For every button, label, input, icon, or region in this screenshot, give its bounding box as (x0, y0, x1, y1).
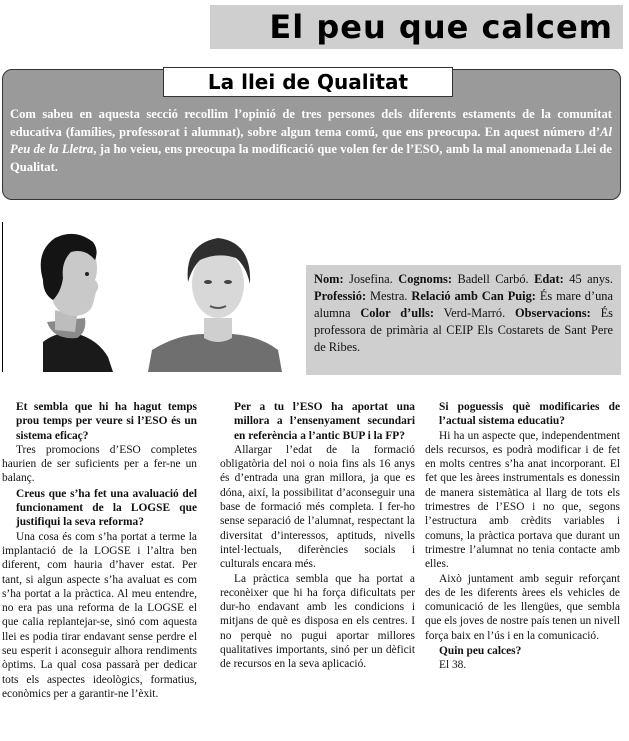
interview-column-2 (220, 400, 415, 672)
answer: Una cosa és com s’ha portat a terme la implantació de la LOGSE i l’altra ben diferent, com hauria d’haver estat. Per tant, si algun aspecte s’ha avaluat es com s’ha portat a la pràctica. Al meu entendre, no era pas una reforma de la LOGSE el que calia replantejar-se, sinó com aquesta llei es podia tirar endavant sense perdre el seu esperit i aconseguir alhora rendiments òptims. La qual cosa passarà per dedicar tots els aspectes ideològics, formatius, econòmics per a garantir-ne l’èxit. (2, 530, 197, 700)
observacions-value: És professora de primària al CEIP Els Costarets de Sant Pere de Ribes. (314, 306, 613, 354)
question: Si poguessis què modificaries de l’actual sistema educatiu? (439, 401, 620, 428)
professio-label: Professió: (314, 289, 367, 303)
intro-box (2, 69, 621, 200)
interview-column-1 (2, 400, 197, 701)
answer: El 38. (439, 659, 467, 672)
nom-label: Nom: (314, 272, 344, 286)
professio-value: Mestra. (369, 289, 408, 303)
answer: Això juntament amb seguir reforçant des de les diferents àrees els vehicles de comunicació de les llengües, que sembla que els joves de nostre país tenen un nivell força baix en l’ús i en la comunicació. (425, 572, 620, 642)
magazine-name: Al Peu de la Lletra (10, 124, 612, 156)
answer: La pràctica sembla que ha portat a reconèixer que hi ha força dificultats per dur-ho endavant amb les condicions i mitjans de què es disposa en els centres. I no perquè no pugui aportar millores qualitatives importants, sinó per un dèficit de recursos en la seva aplicació. (220, 572, 415, 671)
edat-label: Edat: (534, 272, 564, 286)
portrait-photo-illustration (148, 222, 288, 372)
profile-box (306, 265, 621, 375)
profile-photo-woman (2, 222, 133, 372)
question: Creus que s’ha fet una avaluació del funcionament de la LOGSE que justifiqui la seva reforma? (16, 487, 197, 529)
page-title: El peu que calcem (269, 8, 613, 46)
header-bar (210, 5, 623, 49)
question: Et sembla que hi ha hagut temps prou temps per veure si l’ESO és un sistema eficaç? (16, 401, 197, 442)
cognoms-value: Badell Carbó. (457, 272, 529, 286)
intro-text (10, 106, 612, 176)
edat-value: 45 anys. (569, 272, 613, 286)
question: Quin peu calces? (439, 645, 522, 658)
ulls-value: Verd-Marró. (443, 306, 506, 320)
intro-text-before: Com sabeu en aquesta secció recollim l’opinió de tres persones dels diferents estaments de la comunitat educativa (famílies, professorat i alumnat), sobre algun tema comú, que ens preocupa. En aquest número d’ (10, 107, 612, 139)
nom-value: Josefina. (349, 272, 393, 286)
intro-title: La llei de Qualitat (207, 70, 409, 94)
answer: Hi ha un aspecte que, independentment dels recursos, es podrà modificar i de fet en molts centres s’ha anat incorporant. El fet que les àrees instrumentals es donessin de manera sistemàtica al llarg de tots els trimestres de l’ESO i no que, segons l’estructura amb crèdits variables i comuns, la pràctica portava que durant un trimestre l’alumnat no tenia contacte amb elles. (425, 429, 620, 571)
intro-text-after: , ja ho veieu, ens preocupa la modificació que volen fer de l’ESO, amb la mal anomenada Llei de Qualitat. (10, 142, 612, 174)
cognoms-label: Cognoms: (398, 272, 452, 286)
answer: Allargar l’edat de la formació obligatòria del noi o noia fins als 16 anys és d’entrada una gran millora, ja que es dóna, així, la possibilitat d’aconseguir una base de formació més completa. I fer-ho sense separació de l’alumnat, respectant la diversitat d’interessos, aptituds, nivells intel·lectuals, diferències socials i culturals encara més. (220, 443, 415, 571)
intro-title-box (163, 67, 453, 97)
relacio-value: És mare d’una alumna (314, 289, 613, 320)
answer: Tres promocions d’ESO completes haurien de ser suficients per a fer-ne un balanç. (2, 443, 197, 485)
relacio-label: Relació amb Can Puig: (411, 289, 536, 303)
profile-photo-illustration (3, 222, 133, 372)
ulls-label: Color d’ulls: (360, 306, 434, 320)
interview-column-3 (425, 400, 620, 673)
portrait-photo-woman (148, 222, 288, 372)
question: Per a tu l’ESO ha aportat una millora a l’ensenyament secundari en referència a l’antic BUP i la FP? (234, 401, 415, 442)
observacions-label: Observacions: (515, 306, 591, 320)
